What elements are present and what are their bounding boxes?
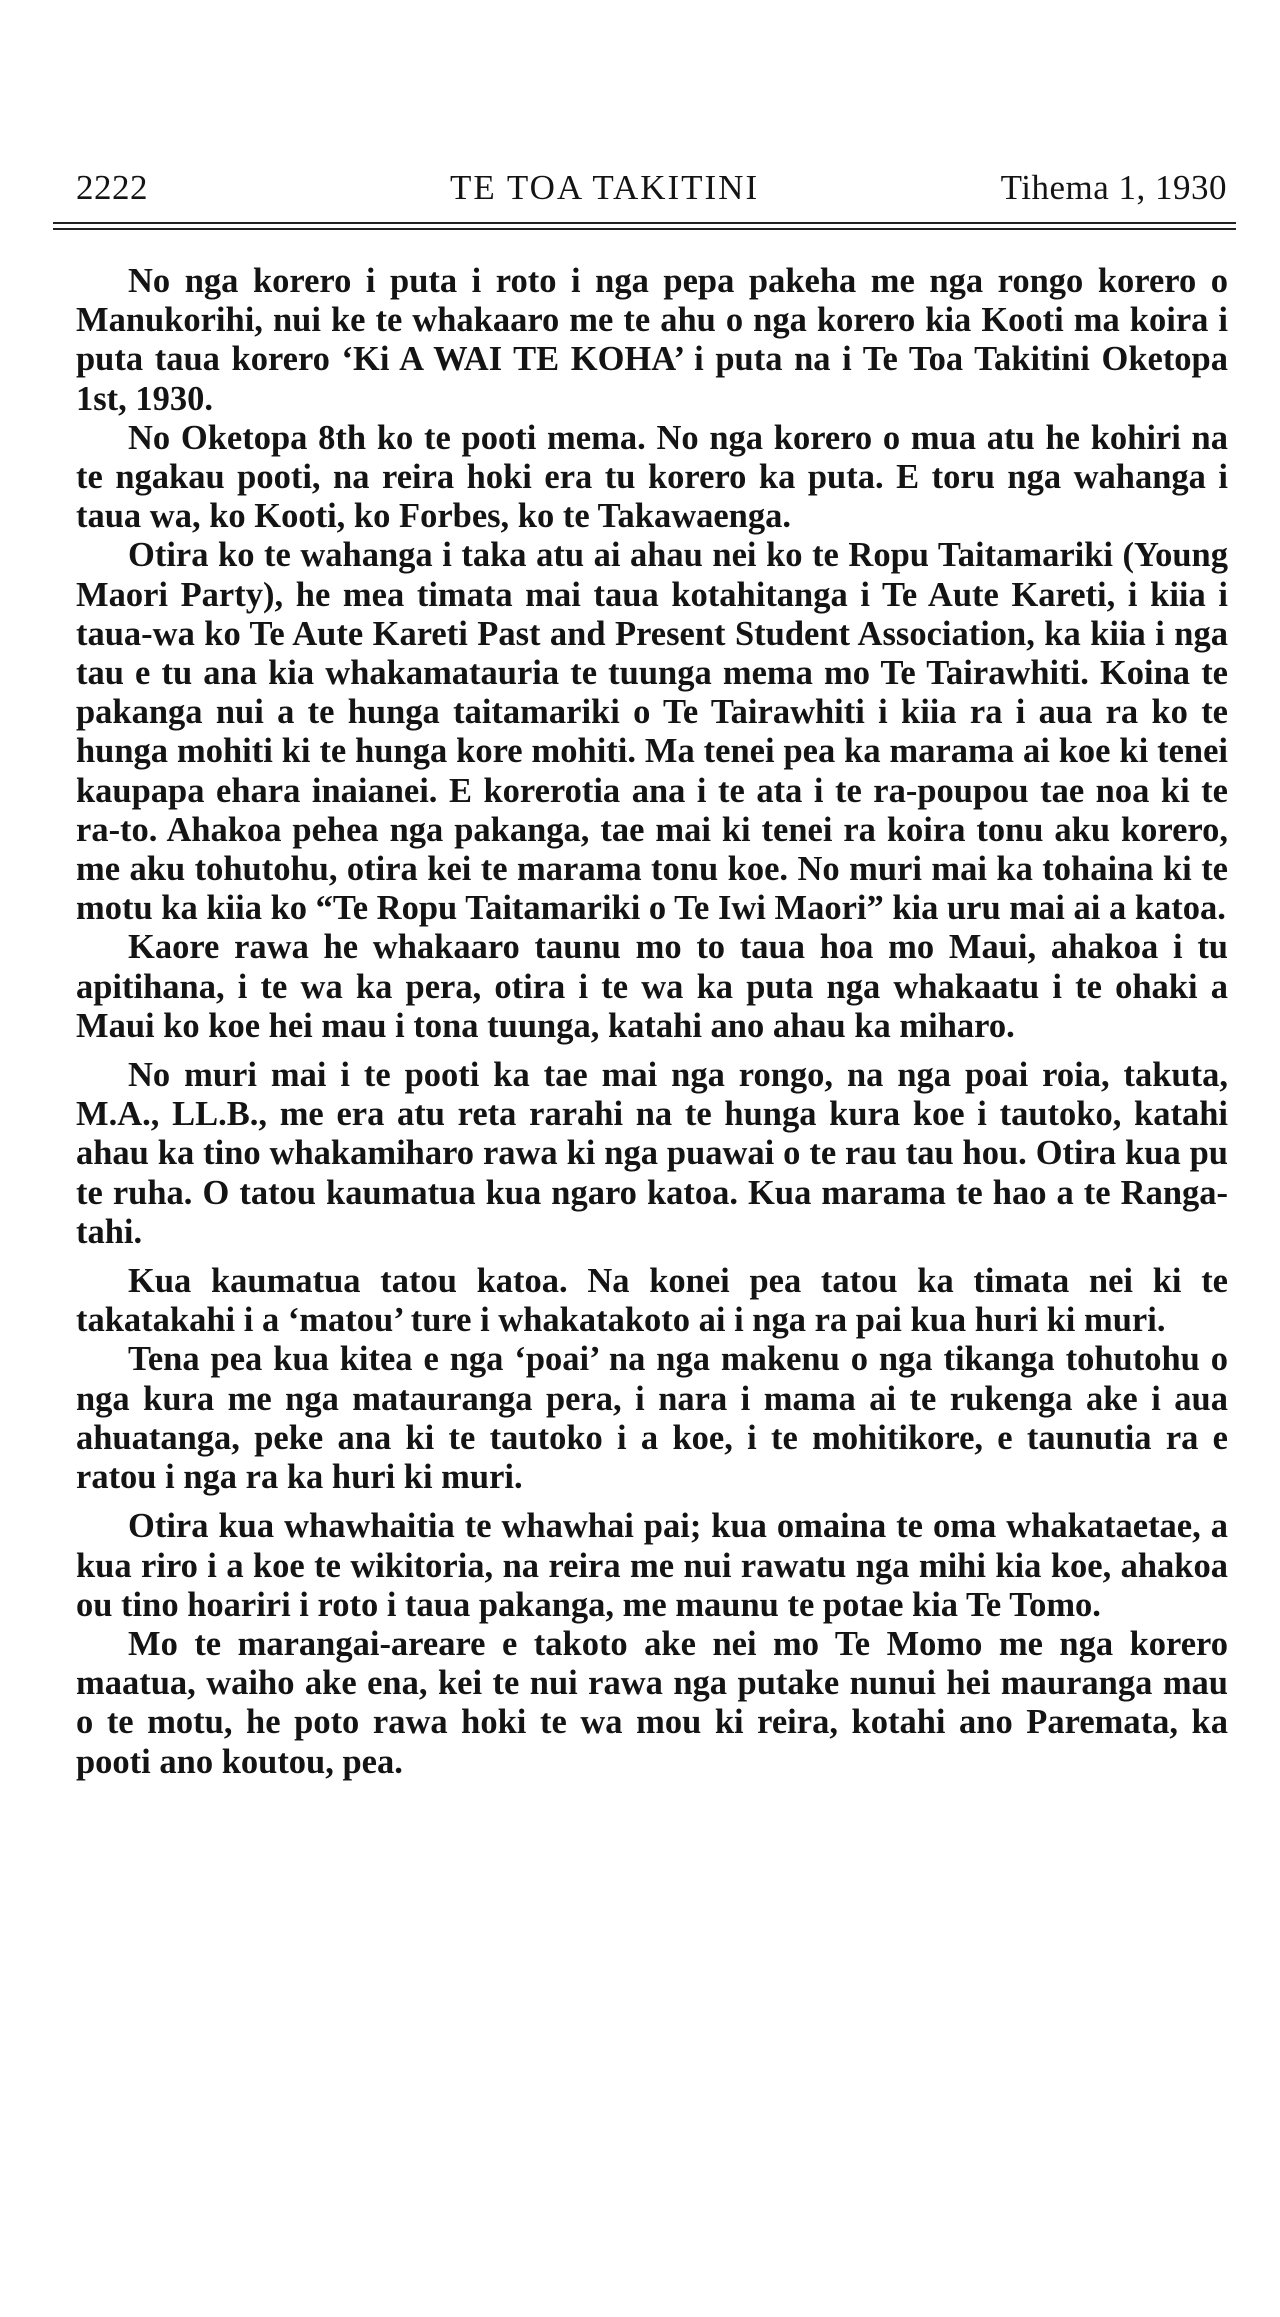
paragraph: No Oketopa 8th ko te pooti mema. No nga korero o mua atu he kohiri na te ngakau pooti, na reira hoki era tu korero ka puta. E toru nga wahanga i taua wa, ko Kooti, ko Forbes, ko te Takawaenga. <box>76 418 1228 536</box>
paragraph: Tena pea kua kitea e nga ‘poai’ na nga makenu o nga tikanga tohutohu o nga kura me nga matauranga pera, i nara i mama ai te rukenga ake i aua ahuatanga, peke ana ki te tautoko i a koe, i te mohitikore, e taunutia ra e ratou i nga ra ka huri ki muri. <box>76 1340 1228 1497</box>
header-rule-bottom <box>53 228 1236 230</box>
page-header <box>76 168 1227 214</box>
article-body <box>76 262 1228 1782</box>
issue-date: Tihema 1, 1930 <box>1000 168 1227 207</box>
paragraph: Otira ko te wahanga i taka atu ai ahau nei ko te Ropu Taitamariki (Young Maori Party), he mea timata mai taua kotahitanga i Te Aute Kareti, i kiia i taua-wa ko Te Aute Kareti Past and Present Student Association, ka kiia i nga tau e tu ana kia whakamatauria te tuunga mema mo Te Tairawhiti. Koina te pakanga nui a te hunga taitamariki o Te Tairawhiti i kiia ra i aua ra ko te hunga mohiti ki te hunga kore mohiti. Ma tenei pea ka marama ai koe ki tenei kaupapa ehara inaianei. E korerotia ana i te ata i te ra-poupou tae noa ki te ra-to. Ahakoa pehea nga pakanga, tae mai ki tenei ra koira tonu aku korero, me aku tohutohu, otira kei te marama tonu koe. No muri mai ka tohaina ki te motu ka kiia ko “Te Ropu Taitamariki o Te Iwi Maori” kia uru mai ai a katoa. <box>76 536 1228 928</box>
page-number: 2222 <box>76 168 148 207</box>
paragraph: No muri mai i te pooti ka tae mai nga rongo, na nga poai roia, takuta, M.A., LL.B., me era atu reta rarahi na te hunga kura koe i tautoko, katahi ahau ka tino whakamiharo rawa ki nga puawai o te rau tau hou. Otira kua pu te ruha. O tatou kaumatua kua ngaro katoa. Kua marama te hao a te Ranga-tahi. <box>76 1056 1228 1251</box>
header-rule-top <box>53 222 1236 224</box>
paragraph: Kaore rawa he whakaaro taunu mo to taua hoa mo Maui, ahakoa i tu apitihana, i te wa ka pera, otira i te wa ka puta nga whakaatu i te ohaki a Maui ko koe hei mau i tona tuunga, katahi ano ahau ka miharo. <box>76 928 1228 1045</box>
paragraph: Kua kaumatua tatou katoa. Na konei pea tatou ka timata nei ki te takatakahi i a ‘matou’ ture i whakatakoto ai i nga ra pai kua huri ki muri. <box>76 1262 1228 1340</box>
paragraph: No nga korero i puta i roto i nga pepa pakeha me nga rongo korero o Manukorihi, nui ke te whakaaro me te ahu o nga korero kia Kooti ma koira i puta taua korero ‘Ki A WAI TE KOHA’ i puta na i Te Toa Takitini Oketopa 1st, 1930. <box>76 262 1228 418</box>
paragraph: Mo te marangai-areare e takoto ake nei mo Te Momo me nga korero maatua, waiho ake ena, kei te nui rawa nga putake nunui hei mauranga mau o te motu, he poto rawa hoki te wa mou ki reira, kotahi ano Paremata, ka pooti ano koutou, pea. <box>76 1624 1228 1781</box>
paragraph: Otira kua whawhaitia te whawhai pai; kua omaina te oma whakataetae, a kua riro i a koe te wikitoria, na reira me nui rawatu nga mihi kia koe, ahakoa ou tino hoariri i roto i taua pakanga, me maunu te potae kia Te Tomo. <box>76 1507 1228 1624</box>
publication-title: TE TOA TAKITINI <box>450 168 760 207</box>
